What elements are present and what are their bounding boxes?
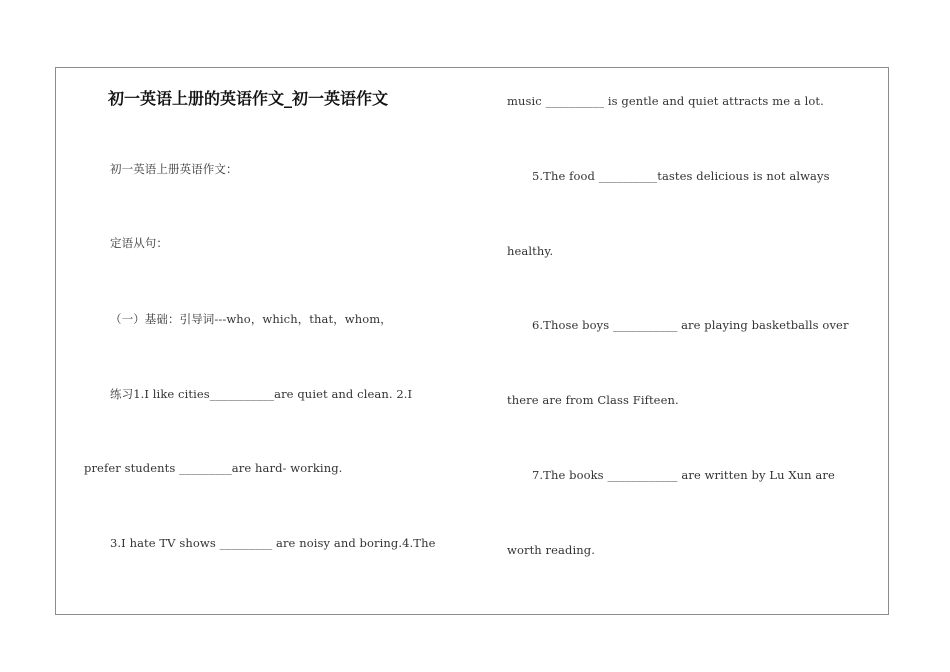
left-line-5: prefer students _________are hard- working. xyxy=(84,461,343,475)
page-frame xyxy=(55,67,889,615)
right-line-1: music __________ is gentle and quiet attracts me a lot. xyxy=(507,94,824,108)
left-line-1: 初一英语上册英语作文： xyxy=(110,162,238,176)
right-line-5: there are from Class Fifteen. xyxy=(507,393,679,407)
right-line-4: 6.Those boys ___________ are playing basketballs over xyxy=(532,318,849,332)
left-line-2: 定语从句： xyxy=(110,236,168,250)
right-line-2: 5.The food __________tastes delicious is not always xyxy=(532,169,830,183)
document-title: 初一英语上册的英语作文_初一英语作文 xyxy=(108,89,389,108)
left-line-3: （一）基础：引导词---who，which，that，whom， xyxy=(110,312,392,326)
left-line-4: 练习1.I like cities___________are quiet and clean. 2.I xyxy=(110,387,413,401)
right-line-7: worth reading. xyxy=(507,543,595,557)
left-line-6: 3.I hate TV shows _________ are noisy and boring.4.The xyxy=(110,536,436,550)
right-line-3: healthy. xyxy=(507,244,554,258)
right-line-6: 7.The books ____________ are written by Lu Xun are xyxy=(532,468,835,482)
